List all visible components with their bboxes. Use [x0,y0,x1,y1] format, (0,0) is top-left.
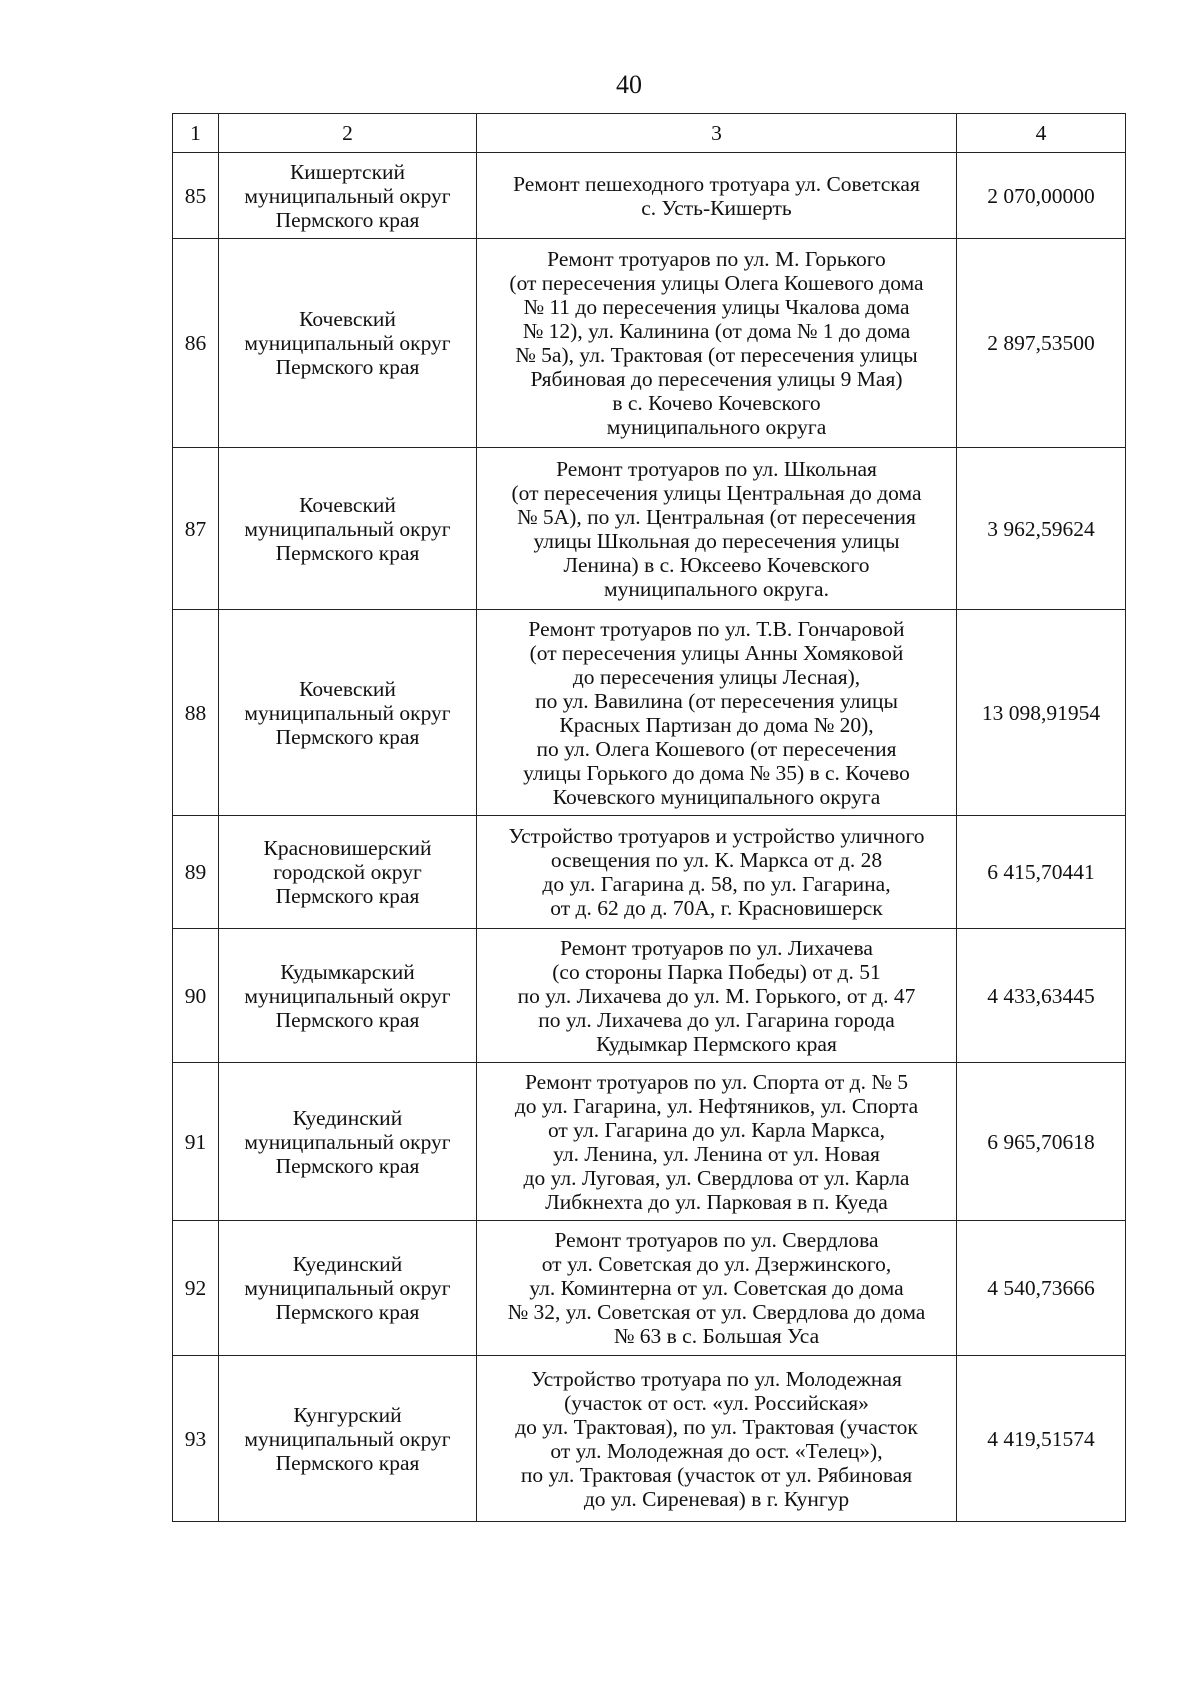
amount: 4 433,63445 [957,929,1126,1063]
work-description: Устройство тротуаров и устройство уличного освещения по ул. К. Маркса от д. 28 до ул. Гагарина д. 58, по ул. Гагарина, от д. 62 до д. 70А, г. Красновишерск [477,816,957,929]
row-number: 90 [173,929,219,1063]
table-row [173,929,1126,1063]
row-number: 91 [173,1063,219,1221]
table-header [173,114,1126,153]
row-number: 88 [173,610,219,816]
row-number: 87 [173,448,219,610]
table-row [173,239,1126,448]
amount: 6 965,70618 [957,1063,1126,1221]
amount: 2 070,00000 [957,153,1126,239]
amount: 2 897,53500 [957,239,1126,448]
district-name: Кочевский муниципальный округ Пермского края [219,610,477,816]
header-col-4: 4 [957,114,1126,153]
work-description: Ремонт тротуаров по ул. Свердлова от ул. Советская до ул. Дзержинского, ул. Коминтерна от ул. Советская до дома № 32, ул. Советская от ул. Свердлова до дома № 63 в с. Большая Уса [477,1221,957,1356]
amount: 13 098,91954 [957,610,1126,816]
row-number: 93 [173,1356,219,1522]
district-name: Кочевский муниципальный округ Пермского края [219,448,477,610]
table-body [173,153,1126,1522]
work-description: Устройство тротуара по ул. Молодежная (участок от ост. «ул. Российская» до ул. Трактовая), по ул. Трактовая (участок от ул. Молодежная до ост. «Телец»), по ул. Трактовая (участок от ул. Рябиновая до ул. Сиреневая) в г. Кунгур [477,1356,957,1522]
work-description: Ремонт тротуаров по ул. Лихачева (со стороны Парка Победы) от д. 51 по ул. Лихачева до ул. М. Горького, от д. 47 по ул. Лихачева до ул. Гагарина города Кудымкар Пермского края [477,929,957,1063]
work-description: Ремонт тротуаров по ул. Т.В. Гончаровой (от пересечения улицы Анны Хомяковой до пересечения улицы Лесная), по ул. Вавилина (от пересечения улицы Красных Партизан до дома № 20), по ул. Олега Кошевого (от пересечения улицы Горького до дома № 35) в с. Кочево Кочевского муниципального округа [477,610,957,816]
table-row [173,153,1126,239]
table-row [173,1356,1126,1522]
district-name: Кишертский муниципальный округ Пермского края [219,153,477,239]
header-col-3: 3 [477,114,957,153]
district-name: Куединский муниципальный округ Пермского края [219,1063,477,1221]
data-table [172,113,1126,1522]
row-number: 85 [173,153,219,239]
work-description: Ремонт тротуаров по ул. М. Горького (от пересечения улицы Олега Кошевого дома № 11 до пересечения улицы Чкалова дома № 12), ул. Калинина (от дома № 1 до дома № 5а), ул. Трактовая (от пересечения улицы Рябиновая до пересечения улицы 9 Мая) в с. Кочево Кочевского муниципального округа [477,239,957,448]
work-description: Ремонт тротуаров по ул. Спорта от д. № 5 до ул. Гагарина, ул. Нефтяников, ул. Спорта от ул. Гагарина до ул. Карла Маркса, ул. Ленина, ул. Ленина от ул. Новая до ул. Луговая, ул. Свердлова от ул. Карла Либкнехта до ул. Парковая в п. Куеда [477,1063,957,1221]
work-description: Ремонт пешеходного тротуара ул. Советская с. Усть-Кишерть [477,153,957,239]
district-name: Красновишерский городской округ Пермского края [219,816,477,929]
header-col-2: 2 [219,114,477,153]
table-row [173,816,1126,929]
amount: 6 415,70441 [957,816,1126,929]
district-name: Кунгурский муниципальный округ Пермского края [219,1356,477,1522]
amount: 4 419,51574 [957,1356,1126,1522]
table-header-row [173,114,1126,153]
district-name: Кудымкарский муниципальный округ Пермского края [219,929,477,1063]
table-row [173,610,1126,816]
row-number: 89 [173,816,219,929]
table-row [173,448,1126,610]
district-name: Куединский муниципальный округ Пермского края [219,1221,477,1356]
district-name: Кочевский муниципальный округ Пермского края [219,239,477,448]
page-number: 40 [616,70,642,99]
table-row [173,1221,1126,1356]
row-number: 86 [173,239,219,448]
table-row [173,1063,1126,1221]
amount: 3 962,59624 [957,448,1126,610]
work-description: Ремонт тротуаров по ул. Школьная (от пересечения улицы Центральная до дома № 5А), по ул. Центральная (от пересечения улицы Школьная до пересечения улицы Ленина) в с. Юксеево Кочевского муниципального округа. [477,448,957,610]
row-number: 92 [173,1221,219,1356]
header-col-1: 1 [173,114,219,153]
amount: 4 540,73666 [957,1221,1126,1356]
